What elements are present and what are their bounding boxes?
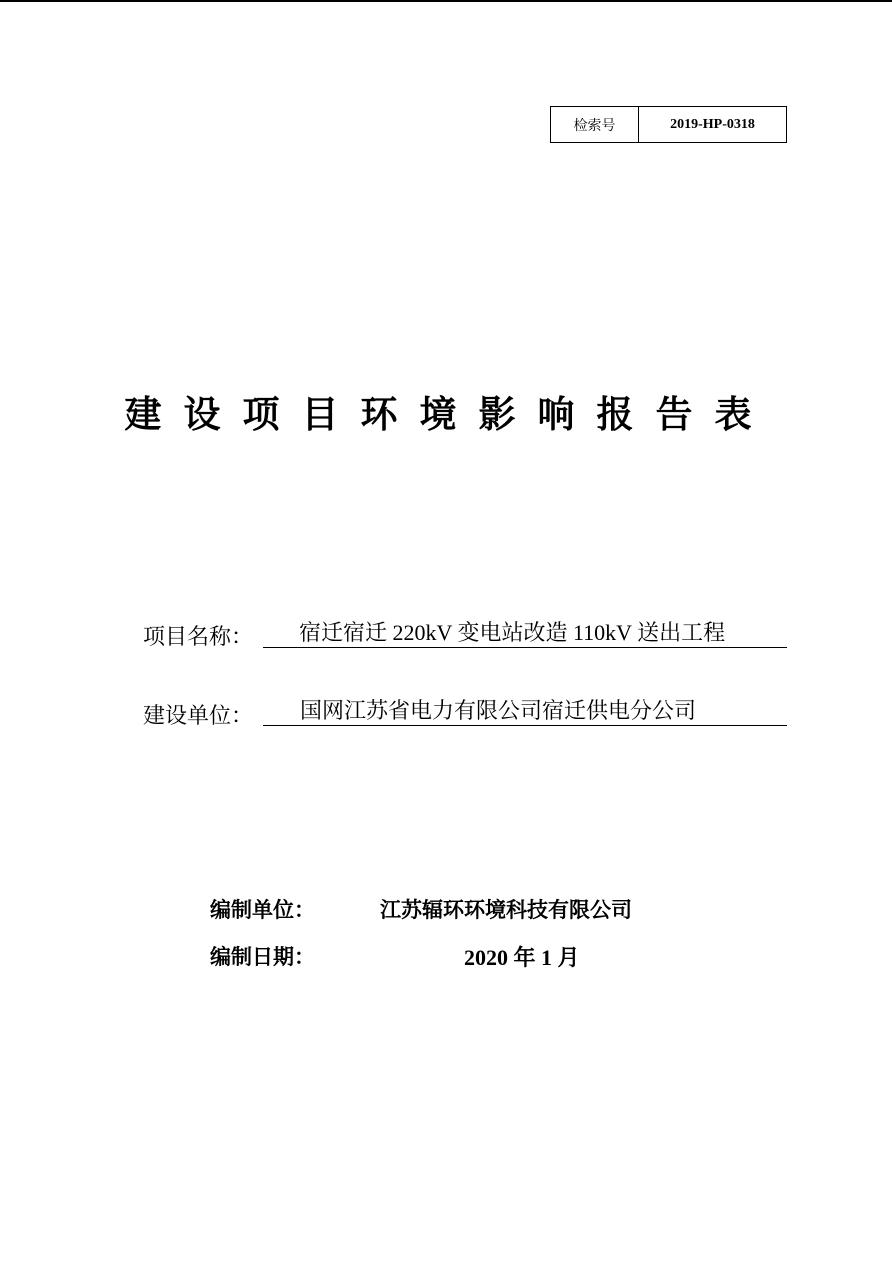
compiler-label: 编制单位：	[210, 898, 315, 922]
compile-date-label: 编制日期：	[210, 945, 315, 969]
retrieval-number-box	[550, 106, 787, 143]
document-title: 建设项目环境影响报告表	[124, 393, 774, 436]
builder-value: 国网江苏省电力有限公司宿迁供电分公司	[263, 696, 787, 726]
retrieval-number-value: 2019-HP-0318	[670, 116, 755, 132]
compile-date-value: 2020 年 1 月	[464, 945, 580, 970]
compiler-value: 江苏辐环环境科技有限公司	[380, 898, 632, 922]
builder-label: 建设单位：	[143, 704, 254, 729]
project-name-value: 宿迁宿迁 220kV 变电站改造 110kV 送出工程	[263, 618, 787, 648]
project-name-label: 项目名称：	[143, 625, 254, 650]
retrieval-number-label: 检索号	[551, 107, 639, 142]
top-border-line	[0, 0, 892, 2]
